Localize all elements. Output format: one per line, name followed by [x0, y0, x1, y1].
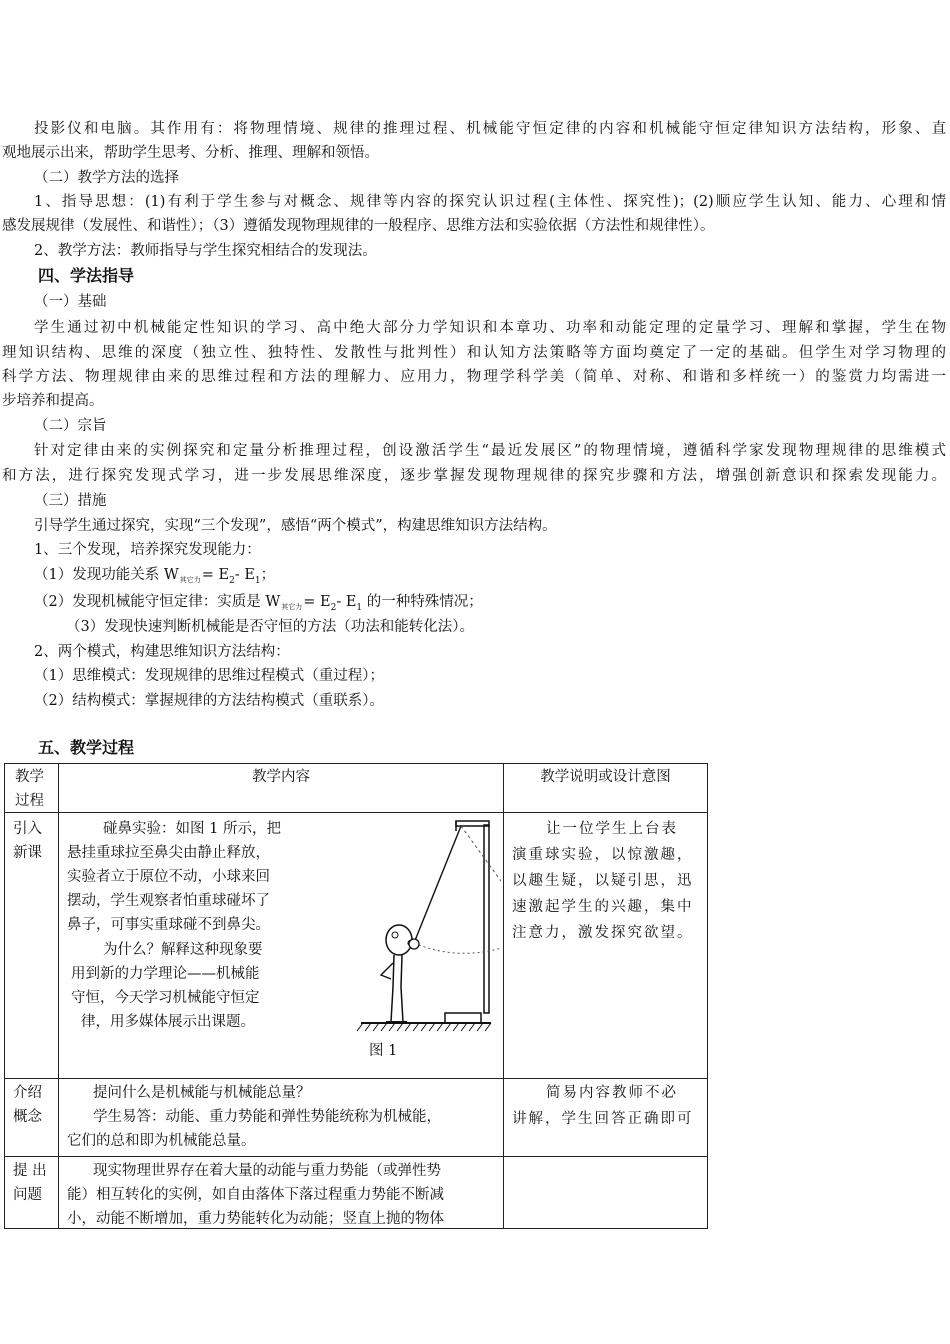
- header-cell: 教学内容: [59, 764, 504, 813]
- paragraph-line: 理知识结构、思维的深度（独立性、独特性、发散性与批判性）和认知方法策略等方面均奠定了一定的基础。但学生对学习物理的: [2, 345, 946, 361]
- teaching-process-table: [4, 763, 708, 1229]
- header-cell: 教学 过程: [5, 764, 59, 813]
- table-row: [5, 813, 708, 1079]
- note-cell: 让一位学生上台表 演重球实验，以惊激趣， 以趣生疑，以疑引思，迅 速激起学生的兴趣，集中 注意力，激发探究欲望。: [504, 813, 708, 1079]
- paragraph-line: 2、两个模式，构建思维知识方法结构：: [34, 644, 290, 660]
- paragraph-line: 2、教学方法：教师指导与学生探究相结合的发现法。: [34, 243, 377, 259]
- subheading: （三）措施: [34, 493, 107, 509]
- formula-line: （2）发现机械能守恒定律：实质是 $W_{其它力}= E_2-$ $E_1$ 的一种特殊情况；: [34, 594, 483, 613]
- subheading: （二）教学方法的选择: [34, 170, 179, 186]
- paragraph-line: 引导学生通过探究，实现“三个发现”，感悟“两个模式”，构建思维知识方法结构。: [34, 518, 557, 534]
- table-row: [5, 1157, 708, 1229]
- table-header-row: [5, 764, 708, 813]
- figure-caption: 图 1: [369, 1043, 398, 1059]
- paragraph-line: （1）思维模式：发现规律的思维过程模式（重过程）；: [34, 668, 384, 684]
- paragraph-line: 感发展规律（发展性、和谐性）；（3）遵循发现物理规律的一般程序、思维方法和实验依据（方法性和规律性）。: [2, 218, 715, 234]
- header-cell: 教学说明或设计意图: [504, 764, 708, 813]
- paragraph-line: （2）结构模式：掌握规律的方法结构模式（重联系）。: [34, 693, 384, 709]
- content-cell: 碰鼻实验：如图 1 所示，把 悬挂重球拉至鼻尖由静止释放， 实验者立于原位不动，小球来回 摆动，学生观察者怕重球碰坏了 鼻子，可事实重球碰不到鼻尖。 为什么？解释这种现象要 用到新的力学理论——机械能 守恒，今天学习机械能守恒定 律，用多媒体展示出课题。 图 1: [59, 813, 504, 1079]
- paragraph-line: 1、指导思想：(1)有利于学生参与对概念、规律等内容的探究认识过程(主体性、探究性)；(2)顺应学生认知、能力、心理和情: [34, 194, 946, 210]
- table-row: [5, 1079, 708, 1157]
- subheading: （二）宗旨: [34, 418, 107, 434]
- content-cell: 提问什么是机械能与机械能总量？ 学生易答：动能、重力势能和弹性势能统称为机械能， 它们的总和即为机械能总量。: [59, 1079, 504, 1157]
- formula-line: （1）发现功能关系 $W_{其它力}= E_2-$ $E_1$；: [34, 567, 276, 586]
- pendulum-figure: [311, 817, 501, 1042]
- content-cell: 现实物理世界存在着大量的动能与重力势能（或弹性势 能）相互转化的实例，如自由落体下落过程重力势能不断减 小，动能不断增加，重力势能转化为动能；竖直上抛的物体: [59, 1157, 504, 1229]
- subheading: （一）基础: [34, 294, 107, 310]
- paragraph-line: 观地展示出来，帮助学生思考、分析、推理、理解和领悟。: [2, 145, 379, 161]
- paragraph-line: 针对定律由来的实例探究和定量分析推理过程，创设激活学生“最近发展区”的物理情境，遵循科学家发现物理规律的思维模式: [34, 443, 946, 459]
- paragraph-line: （3）发现快速判断机械能是否守恒的方法（功法和能转化法）。: [66, 619, 474, 635]
- paragraph-line: 学生通过初中机械能定性知识的学习、高中绝大部分力学知识和本章功、功率和动能定理的定量学习、理解和掌握，学生在物: [34, 320, 946, 336]
- paragraph-line: 步培养和提高。: [2, 393, 104, 409]
- stage-cell: 引入 新课: [5, 813, 59, 1079]
- stage-cell: 介绍 概念: [5, 1079, 59, 1157]
- note-cell: [504, 1157, 708, 1229]
- paragraph-line: 投影仪和电脑。其作用有：将物理情境、规律的推理过程、机械能守恒定律的内容和机械能守恒定律知识方法结构，形象、直: [34, 121, 946, 137]
- note-cell: 简易内容教师不必 讲解，学生回答正确即可: [504, 1079, 708, 1157]
- section-title: 四、学法指导: [38, 266, 135, 285]
- section-title: 五、教学过程: [38, 738, 135, 757]
- paragraph-line: 科学方法、物理规律由来的思维过程和方法的理解力、应用力，物理学科学美（简单、对称、和谐和多样统一）的鉴赏力均需进一: [2, 369, 946, 385]
- paragraph-line: 1、三个发现，培养探究发现能力：: [34, 542, 261, 558]
- paragraph-line: 和方法，进行探究发现式学习，进一步发展思维深度，逐步掌握发现物理规律的探究步骤和方法，增强创新意识和探索发现能力。: [2, 468, 946, 484]
- stage-cell: 提 出 问题: [5, 1157, 59, 1229]
